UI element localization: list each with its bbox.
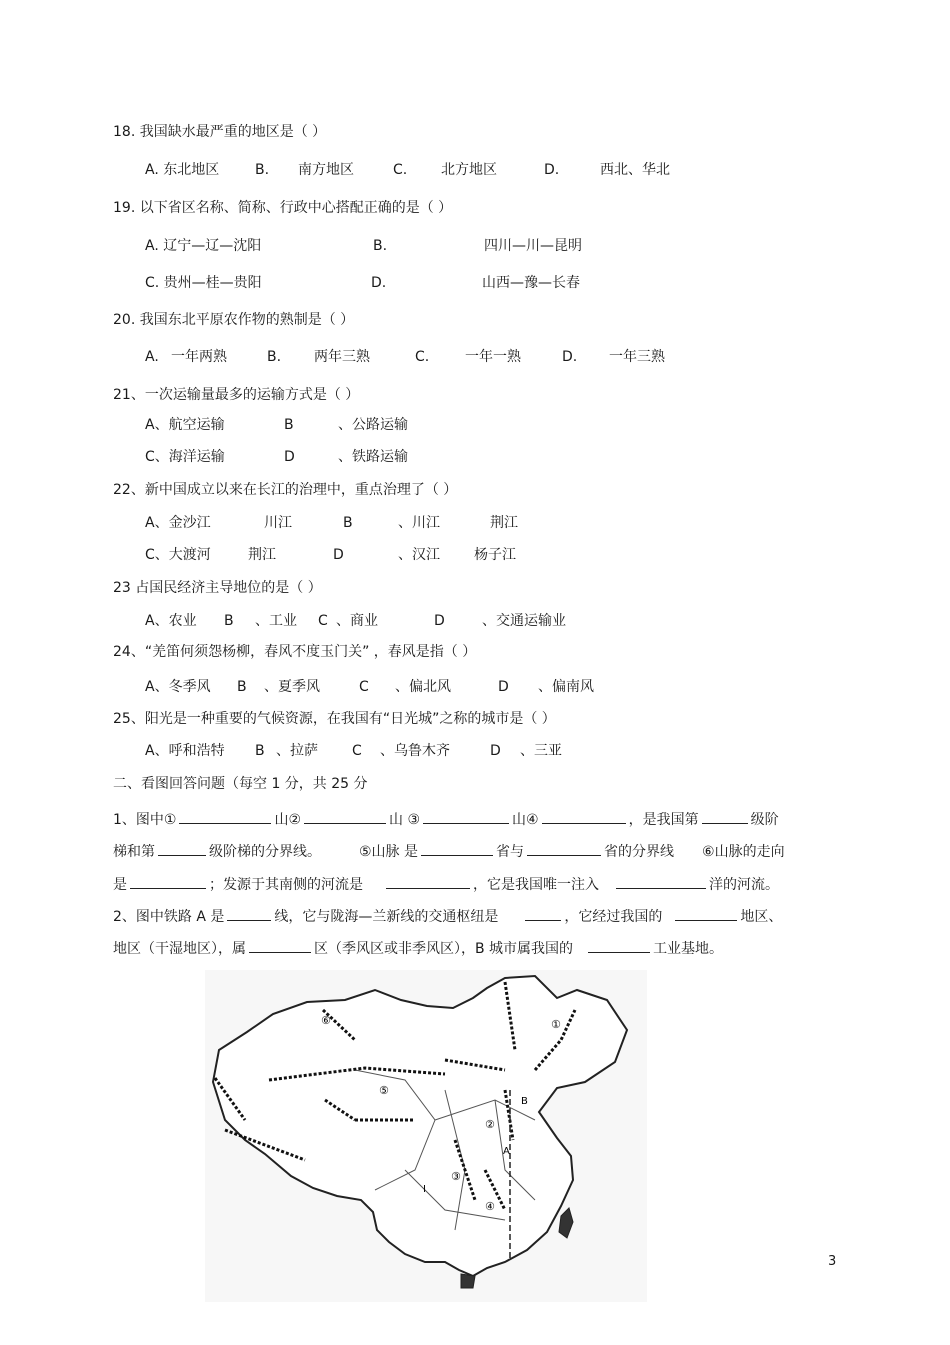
q23-option-c-text: 、商业 — [336, 613, 378, 629]
q23-option-d-letter: D — [434, 613, 445, 629]
q24-option-b-text: 、夏季风 — [264, 679, 320, 695]
q19-option-a: A. 辽宁—辽—沈阳 — [145, 238, 262, 254]
q20-option-a-text: 一年两熟 — [171, 349, 227, 365]
q19-option-b-letter: B. — [373, 238, 388, 254]
text: 省的分界线 — [604, 844, 675, 860]
blank[interactable] — [588, 938, 650, 953]
q25-option-b-letter: B — [255, 743, 265, 759]
s2-q1-line-2 — [113, 841, 785, 861]
map-label-i: I — [423, 1184, 426, 1195]
q21-option-d-text: 、铁路运输 — [338, 449, 408, 465]
q25-option-d-letter: D — [490, 743, 501, 759]
q19-option-d-text: 山西—豫—长春 — [482, 275, 580, 291]
blank[interactable] — [525, 906, 561, 921]
text: 洋的河流。 — [709, 877, 779, 893]
question-25-stem: 25、阳光是一种重要的气候资源，在我国有“日光城”之称的城市是（ ） — [113, 711, 556, 727]
blank[interactable] — [158, 841, 206, 856]
q20-option-c-letter: C. — [415, 349, 430, 365]
q20-option-d-letter: D. — [562, 349, 578, 365]
q18-option-c-letter: C. — [393, 162, 408, 178]
text: 1、图中① — [113, 812, 177, 828]
blank[interactable] — [527, 841, 601, 856]
text: ；发源于其南侧的河流是 — [209, 877, 363, 893]
q25-option-a: A、呼和浩特 — [145, 743, 225, 759]
q23-option-d-text: 、交通运输业 — [482, 613, 566, 629]
page-number: 3 — [828, 1254, 837, 1269]
q19-option-c: C. 贵州—桂—贵阳 — [145, 275, 262, 291]
text: 山 ③ — [389, 812, 421, 828]
text: 地区（干湿地区），属 — [113, 941, 246, 957]
q22-option-c-second: 荆江 — [248, 547, 276, 563]
q25-option-d-text: 、三亚 — [520, 743, 562, 759]
text: ⑤山脉 是 — [359, 844, 419, 860]
text: ，它经过我国的 — [564, 909, 663, 925]
question-23-stem: 23 占国民经济主导地位的是（ ） — [113, 580, 322, 596]
text: 山④ — [512, 812, 539, 828]
text: 级阶 — [750, 812, 779, 828]
blank[interactable] — [227, 906, 271, 921]
q22-option-b-text: 、川江 — [398, 515, 440, 531]
q21-option-d-letter: D — [284, 449, 295, 465]
q18-option-c-text: 北方地区 — [441, 162, 497, 178]
q24-option-c-text: 、偏北风 — [395, 679, 451, 695]
q24-option-b-letter: B — [237, 679, 247, 695]
map-label-2: ② — [485, 1118, 495, 1131]
blank[interactable] — [675, 906, 737, 921]
text: 区（季风区或非季风区），B 城市属我国的 — [314, 941, 574, 957]
text: 山② — [274, 812, 302, 828]
text: 2、图中铁路 A 是 — [113, 909, 225, 925]
blank[interactable] — [130, 874, 206, 889]
q18-option-d-text: 西北、华北 — [600, 162, 670, 178]
text: ，是我国第 — [628, 812, 699, 828]
q25-option-c-text: 、乌鲁木齐 — [380, 743, 450, 759]
s2-q2-line-1 — [113, 906, 782, 926]
q20-option-a-letter: A. — [145, 349, 159, 365]
q25-option-b-text: 、拉萨 — [276, 743, 318, 759]
s2-q2-line-2 — [113, 938, 723, 958]
q20-option-b-text: 两年三熟 — [314, 349, 370, 365]
q24-option-d-text: 、偏南风 — [538, 679, 594, 695]
q24-option-c-letter: C — [359, 679, 369, 695]
q21-option-c: C、海洋运输 — [145, 449, 225, 465]
q20-option-d-text: 一年三熟 — [609, 349, 665, 365]
q23-option-c-letter: C — [318, 613, 328, 629]
q22-option-a: A、金沙江 — [145, 515, 211, 531]
q18-option-d-letter: D. — [544, 162, 560, 178]
s2-q1-line-3 — [113, 874, 779, 894]
section-2-heading: 二、看图回答问题（每空 1 分，共 25 分 — [113, 776, 368, 792]
q22-option-b-letter: B — [343, 515, 353, 531]
blank[interactable] — [179, 809, 271, 824]
china-map-figure — [205, 970, 647, 1302]
q22-option-d-text: 、汉江 — [398, 547, 440, 563]
q21-option-b-text: 、公路运输 — [338, 417, 408, 433]
question-21-stem: 21、一次运输量最多的运输方式是（ ） — [113, 387, 360, 403]
s2-q1-line-1 — [113, 809, 779, 829]
q23-option-b-text: 、工业 — [255, 613, 297, 629]
map-label-4: ④ — [485, 1200, 495, 1213]
q21-option-a: A、航空运输 — [145, 417, 225, 433]
text: ，它是我国唯一注入 — [473, 877, 599, 893]
blank[interactable] — [423, 809, 509, 824]
question-24-stem: 24、“羌笛何须怨杨柳，春风不度玉门关” ，春风是指（ ） — [113, 644, 477, 660]
q19-option-b-text: 四川—川—昆明 — [484, 238, 582, 254]
hainan-outline — [461, 1274, 475, 1288]
q22-option-c: C、大渡河 — [145, 547, 211, 563]
blank[interactable] — [542, 809, 626, 824]
q19-option-d-letter: D. — [371, 275, 387, 291]
q23-option-b-letter: B — [224, 613, 234, 629]
text: 工业基地。 — [653, 941, 724, 957]
text: 梯和第 — [113, 844, 155, 860]
text: 级阶梯的分界线。 — [209, 844, 321, 860]
q21-option-b-letter: B — [284, 417, 294, 433]
q22-option-d-second: 杨子江 — [474, 547, 516, 563]
q18-option-b-letter: B. — [255, 162, 270, 178]
text: 线，它与陇海—兰新线的交通枢纽是 — [274, 909, 499, 925]
map-label-6: ⑥ — [321, 1014, 331, 1027]
blank[interactable] — [616, 874, 706, 889]
blank[interactable] — [702, 809, 748, 824]
q22-option-b-second: 荆江 — [490, 515, 518, 531]
q20-option-b-letter: B. — [267, 349, 282, 365]
text: 是 — [113, 877, 127, 893]
blank[interactable] — [386, 874, 470, 889]
map-label-5: ⑤ — [379, 1084, 389, 1097]
map-label-b: B — [521, 1096, 528, 1107]
q22-option-a-second: 川江 — [264, 515, 292, 531]
question-18-stem: 18. 我国缺水最严重的地区是（ ） — [113, 124, 327, 140]
blank[interactable] — [249, 938, 311, 953]
q22-option-d-letter: D — [333, 547, 344, 563]
q20-option-c-text: 一年一熟 — [465, 349, 521, 365]
q18-option-a: A. 东北地区 — [145, 162, 220, 178]
map-label-a: A — [503, 1146, 510, 1157]
map-label-1: ① — [551, 1018, 561, 1031]
blank[interactable] — [421, 841, 493, 856]
question-19-stem: 19. 以下省区名称、简称、行政中心搭配正确的是（ ） — [113, 200, 453, 216]
map-label-3: ③ — [451, 1170, 461, 1183]
text: 地区、 — [740, 909, 783, 925]
q23-option-a: A、农业 — [145, 613, 197, 629]
question-20-stem: 20. 我国东北平原农作物的熟制是（ ） — [113, 312, 355, 328]
text: 省与 — [496, 844, 525, 860]
q25-option-c-letter: C — [352, 743, 362, 759]
question-22-stem: 22、新中国成立以来在长江的治理中，重点治理了（ ） — [113, 482, 458, 498]
blank[interactable] — [304, 809, 386, 824]
q18-option-b-text: 南方地区 — [298, 162, 354, 178]
q24-option-d-letter: D — [498, 679, 509, 695]
q24-option-a: A、冬季风 — [145, 679, 211, 695]
text: ⑥山脉的走向 — [702, 844, 785, 860]
